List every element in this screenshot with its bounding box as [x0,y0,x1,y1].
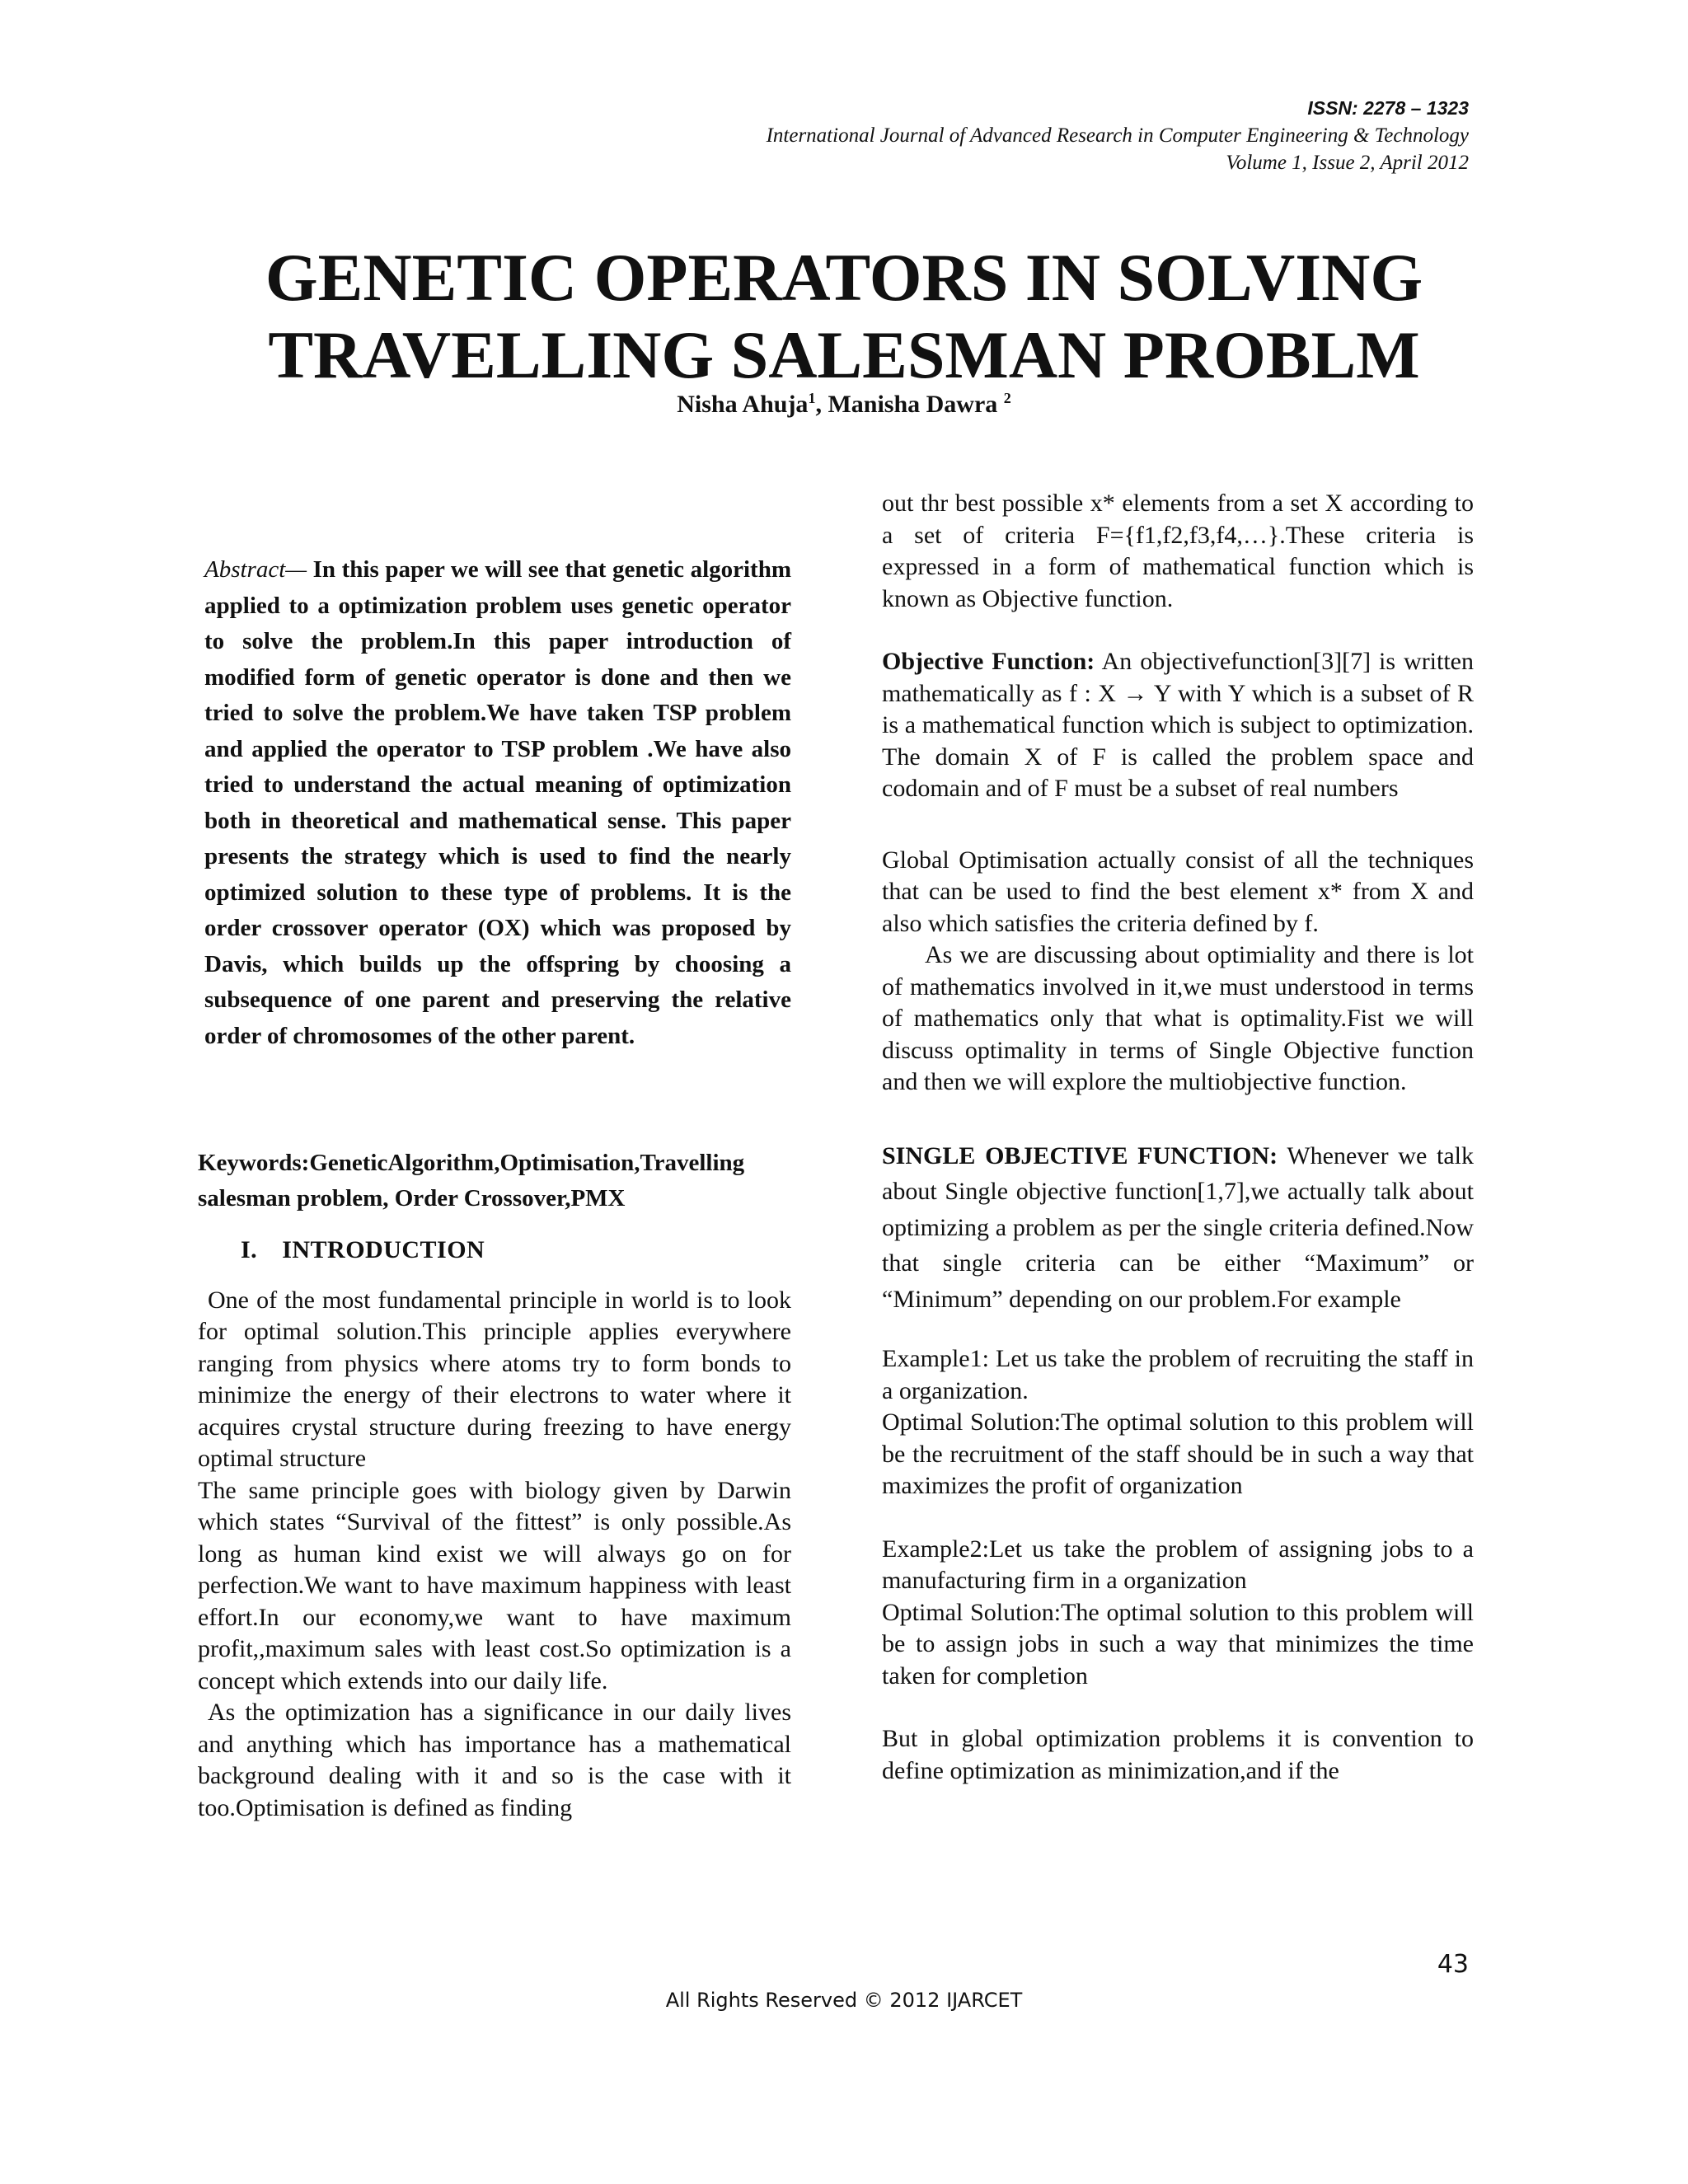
authors [0,390,1688,419]
volume-info: Volume 1, Issue 2, April 2012 [1226,152,1469,174]
objective-function-label: Objective Function: [882,648,1095,675]
journal-name: International Journal of Advanced Research in Computer Engineering & Technology [766,124,1469,147]
spacer [882,805,1474,845]
optimality-paragraph: As we are discussing about optimiality and there is lot of mathematics involved in it,we must understood in terms of mathematics only that what is optimality.Fist we will discuss optimality in terms of Single Objective function and then we will explore the multiobjective function. [882,941,1474,1095]
page-number: 43 [1437,1950,1469,1979]
abstract-label: Abstract— [204,556,307,583]
journal-header [767,95,1469,176]
author-2-affiliation: 2 [1003,390,1011,406]
single-objective-label: SINGLE OBJECTIVE FUNCTION: [882,1141,1278,1169]
objective-function-paragraph [882,646,1474,805]
right-column [882,488,1474,1787]
intro-paragraph-1: One of the most fundamental principle in world is to look for optimal solution.This principle applies everywhere ranging from physics where atoms try to form bonds to minimize the energy of their electrons to water where it acquires crystal structure during freezing to have energy optimal structure [198,1286,791,1472]
spacer [882,1692,1474,1723]
spacer [882,1502,1474,1534]
abstract [204,552,791,1054]
abstract-text: In this paper we will see that genetic algorithm applied to a optimization problem uses genetic operator to solve the problem.In this paper introduction of modified form of genetic operator is done and then we tried to solve the problem.We have taken TSP problem and applied the operator to TSP problem .We have also tried to understand the actual meaning of optimization both in theoretical and mathematical sense. This paper presents the strategy which is used to find the nearly optimized solution to these type of problems. It is the order crossover operator (OX) which was proposed by Davis, which builds up the offspring by choosing a subsequence of one parent and preserving the relative order of chromosomes of the other parent. [204,556,791,1049]
objective-function-text: An objectivefunction[3][7] is written mathematically as f : X → Y with Y which is a subset of R is a mathematical function which is subject to optimization. The domain X of F is called the problem space and codomain and of F must be a subset of real numbers [882,648,1474,802]
spacer [882,1099,1474,1138]
section-number: I. [241,1236,258,1263]
solution-2: Optimal Solution:The optimal solution to this problem will be to assign jobs in such a way that minimizes the time taken for completion [882,1598,1474,1690]
author-1-affiliation: 1 [808,390,816,406]
left-column [198,552,791,1824]
solution-1: Optimal Solution:The optimal solution to this problem will be the recruitment of the staff should be in such a way that maximizes the profit of organization [882,1408,1474,1499]
example-2: Example2:Let us take the problem of assigning jobs to a manufacturing firm in a organization [882,1535,1474,1594]
title-line-1: GENETIC OPERATORS IN SOLVING [265,240,1423,315]
copyright-footer: All Rights Reserved © 2012 IJARCET [665,1989,1023,2012]
definition-continuation: out thr best possible x* elements from a set X according to a set of criteria F={f1,f2,f3,f4,…}.These criteria is expressed in a form of mathematical function which is known as Objective function. [882,490,1474,612]
intro-paragraph-2: The same principle goes with biology given by Darwin which states “Survival of the fittest” is only possible.As long as human kind exist we will always go on for perfection.We want to have maximum happiness with least effort.In our economy,we want to have maximum profit,,maximum sales with least cost.So optimization is a concept which extends into our daily life. [198,1476,791,1694]
closing-paragraph: But in global optimization problems it is convention to define optimization as minimization,and if the [882,1725,1474,1784]
issn: ISSN: 2278 – 1323 [1307,97,1469,119]
author-2: , Manisha Dawra [815,391,1004,418]
paper-title [0,239,1688,394]
global-optimisation-paragraph: Global Optimisation actually consist of all the techniques that can be used to find the best element x* from X and also which satisfies the criteria defined by f. [882,846,1474,937]
single-objective-text: Whenever we talk about Single objective function[1,7],we actually talk about optimizing a problem as per the single criteria defined.Now that single criteria can be either “Maximum” or “Minimum” depending on our problem.For example [882,1141,1474,1313]
spacer [882,615,1474,646]
author-1: Nisha Ahuja [677,391,809,418]
example-1: Example1: Let us take the problem of recruiting the staff in a organization. [882,1345,1474,1404]
single-objective-paragraph [882,1138,1474,1318]
spacer [882,1317,1474,1343]
section-heading-introduction [241,1235,791,1267]
keywords: Keywords:GeneticAlgorithm,Optimisation,Travelling salesman problem, Order Crossover,PMX [198,1150,745,1212]
section-title: INTRODUCTION [282,1236,485,1263]
intro-paragraph-3: As the optimization has a significance in our daily lives and anything which has importance has a mathematical background dealing with it and so is the case with it too.Optimisation is defined as finding [198,1699,791,1821]
title-line-2: TRAVELLING SALESMAN PROBLM [268,317,1420,392]
